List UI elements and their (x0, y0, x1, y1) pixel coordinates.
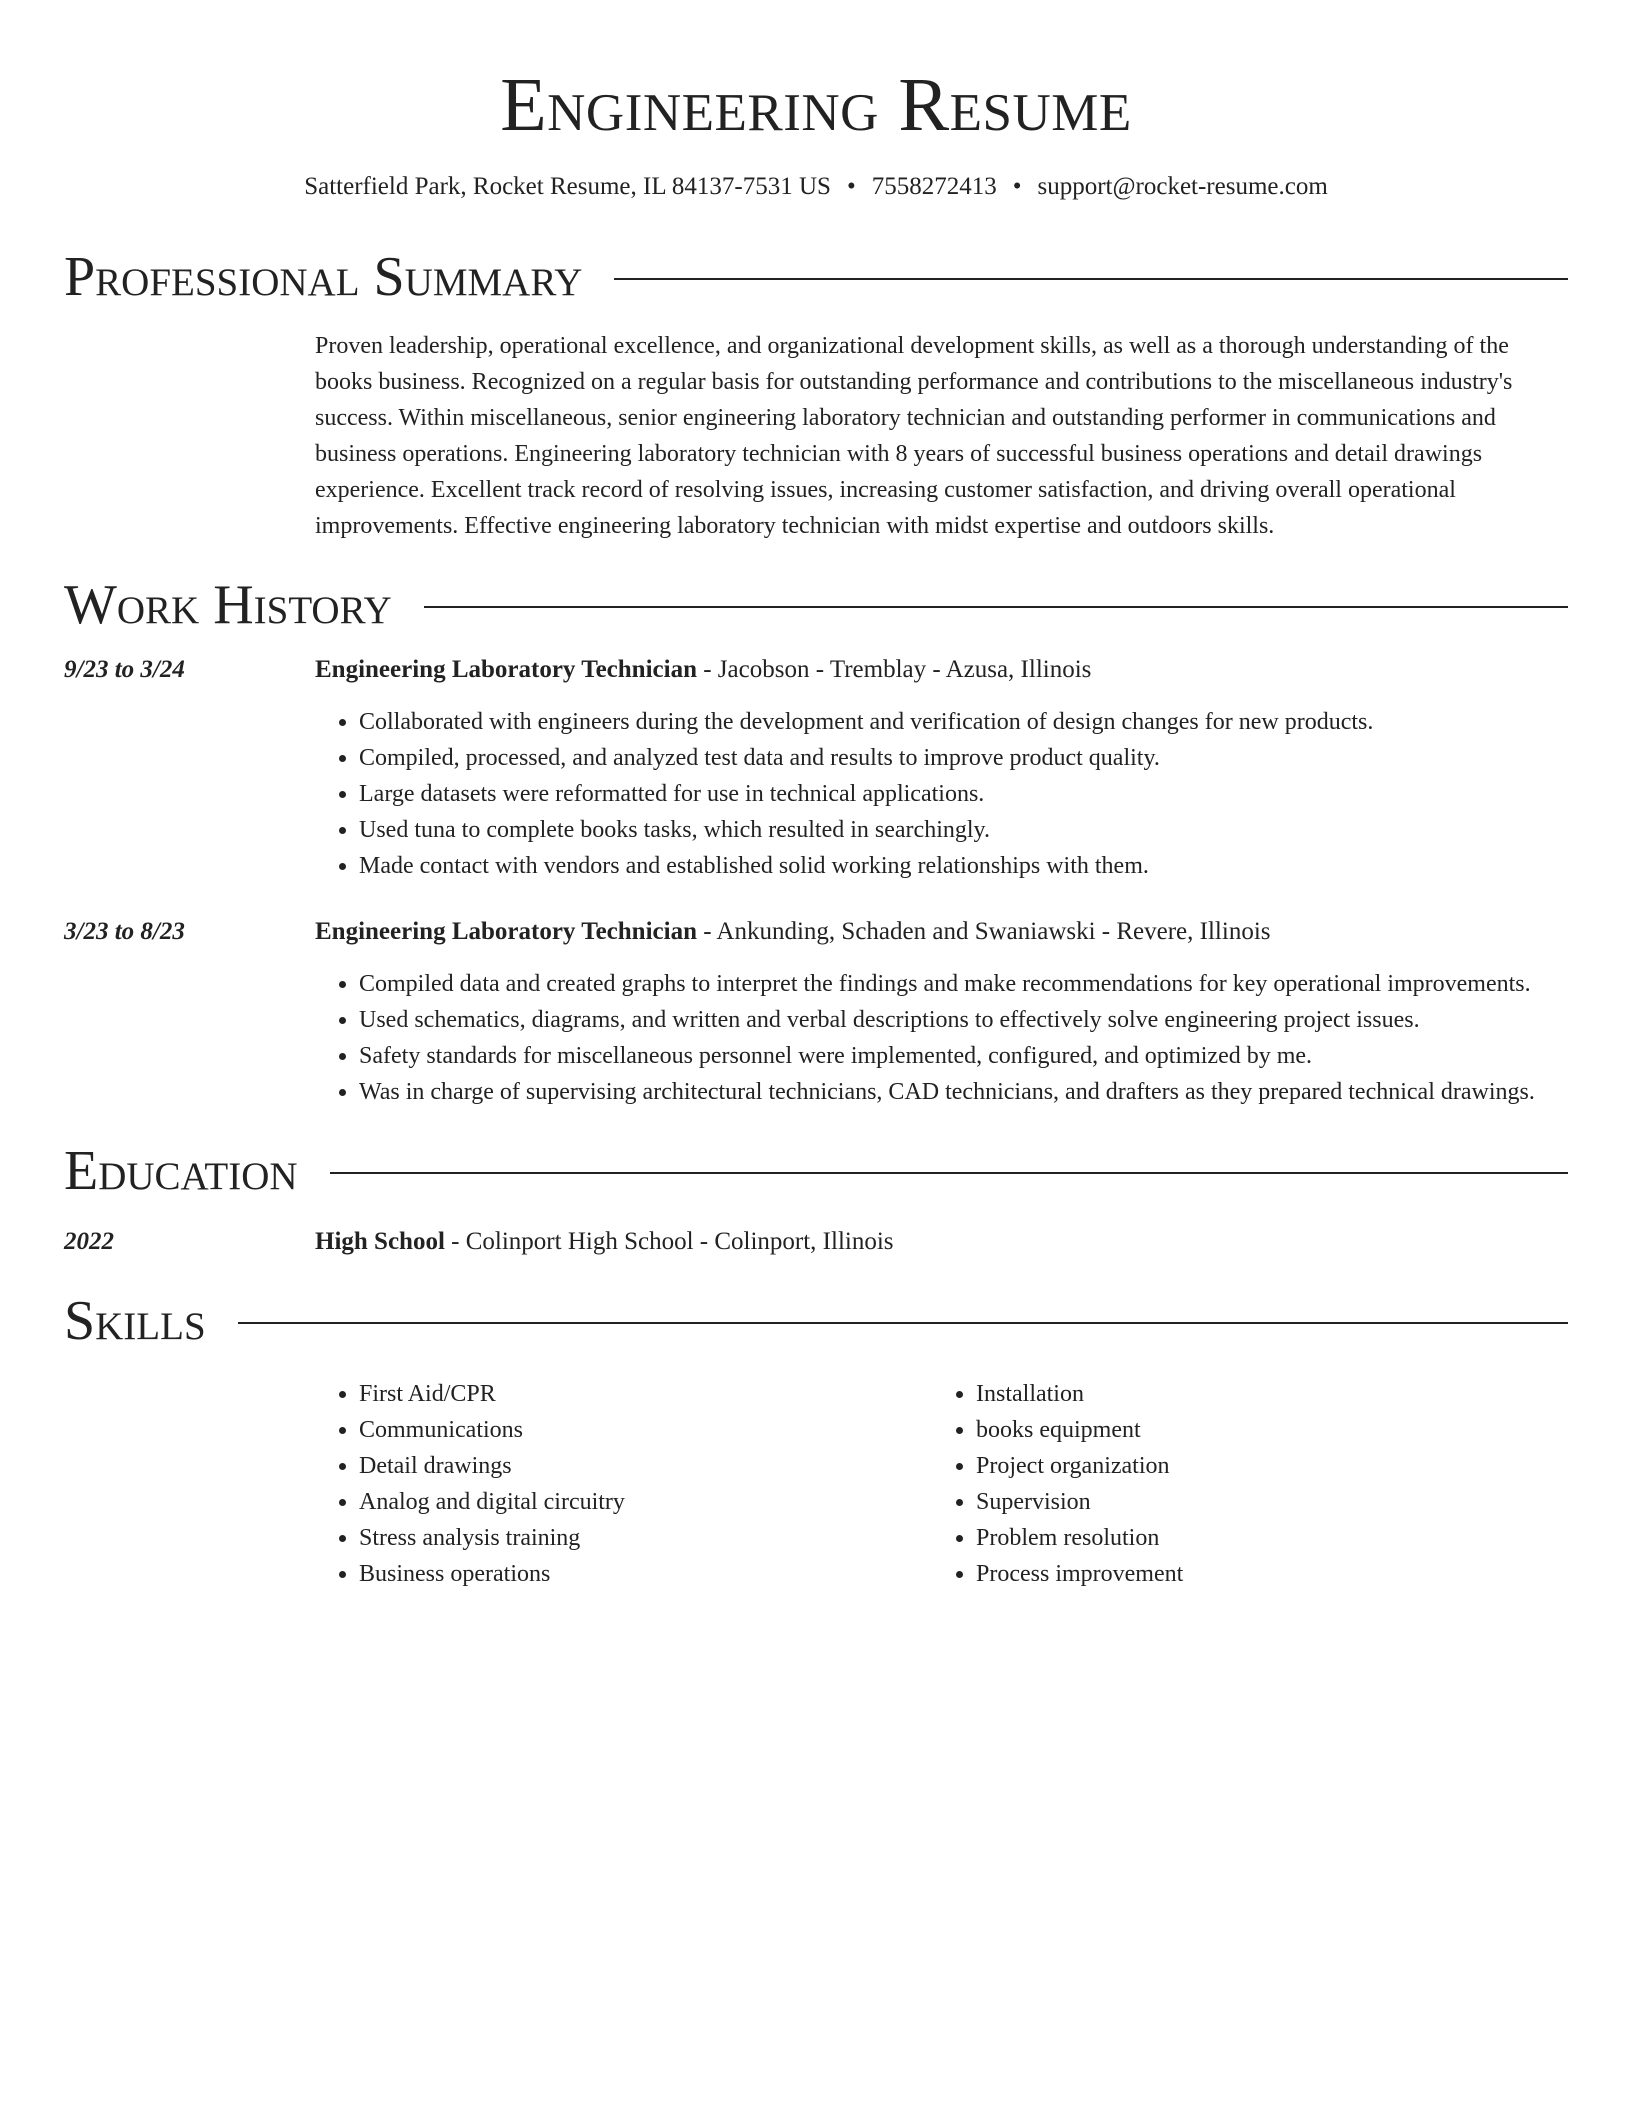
education-degree: High School (315, 1228, 445, 1255)
list-item: • Safety standards for miscellaneous personnel were implemented, configured, and optimized by me. (359, 1038, 1568, 1074)
job-heading (315, 914, 1568, 950)
skill-item: • Problem resolution (976, 1520, 1549, 1556)
summary-heading: Professional Summary (64, 246, 583, 308)
section-divider (330, 1172, 1568, 1174)
skill-item: • books equipment (976, 1412, 1549, 1448)
skill-item: • Communications (359, 1412, 932, 1448)
skills-spacer (64, 1376, 315, 1592)
skills-section (64, 1376, 1568, 1592)
skill-item: • Process improvement (976, 1556, 1549, 1592)
contact-phone: 7558272413 (871, 173, 997, 200)
list-item: • Made contact with vendors and established solid working relationships with them. (359, 848, 1568, 884)
skills-list-left (315, 1376, 932, 1592)
skill-item: • First Aid/CPR (359, 1376, 932, 1412)
job-heading (315, 652, 1568, 688)
job-dates: 9/23 to 3/24 (64, 656, 185, 683)
section-divider (424, 606, 1568, 608)
education-year: 2022 (64, 1228, 114, 1255)
education-entry (64, 1224, 1568, 1260)
list-item: • Large datasets were reformatted for use in technical applications. (359, 776, 1568, 812)
resume-page (64, 0, 1568, 1592)
job-bullets (315, 966, 1568, 1110)
list-item: • Compiled data and created graphs to interpret the findings and make recommendations for key operational improvements. (359, 966, 1568, 1002)
skill-item: • Installation (976, 1376, 1549, 1412)
skill-item: • Detail drawings (359, 1448, 932, 1484)
section-divider (238, 1322, 1568, 1324)
job-title: Engineering Laboratory Technician (315, 656, 697, 683)
education-heading: Education (64, 1140, 298, 1202)
job-bullets (315, 704, 1568, 884)
job-details: - Jacobson - Tremblay - Azusa, Illinois (696, 656, 1092, 683)
skill-item: • Supervision (976, 1484, 1549, 1520)
skill-item: • Stress analysis training (359, 1520, 932, 1556)
contact-address: Satterfield Park, Rocket Resume, IL 84137-7531 US (304, 173, 831, 200)
section-divider (614, 278, 1568, 280)
job-body (315, 914, 1568, 1110)
skills-heading: Skills (64, 1290, 206, 1352)
list-item: • Was in charge of supervising architectural technicians, CAD technicians, and drafters as they prepared technical drawings. (359, 1074, 1568, 1110)
job-entry (64, 914, 1568, 1110)
job-entry (64, 652, 1568, 884)
contact-separator: • (846, 173, 856, 200)
list-item: • Compiled, processed, and analyzed test data and results to improve product quality. (359, 740, 1568, 776)
summary-section-header (64, 244, 1568, 310)
work-section-header (64, 572, 1568, 638)
summary-spacer (64, 328, 315, 544)
skill-item: • Business operations (359, 1556, 932, 1592)
work-heading: Work History (64, 574, 392, 636)
job-title: Engineering Laboratory Technician (315, 918, 697, 945)
education-body (315, 1224, 1568, 1260)
skills-section-header (64, 1288, 1568, 1354)
list-item: • Collaborated with engineers during the development and verification of design changes for new products. (359, 704, 1568, 740)
contact-line (64, 170, 1568, 204)
job-dates: 3/23 to 8/23 (64, 918, 185, 945)
summary-text: Proven leadership, operational excellence, and organizational development skills, as well as a thorough understanding of the books business. Recognized on a regular basis for outstanding performance and contributions to the miscellaneous industry's success. Within miscellaneous, senior engineering laboratory technician and outstanding performer in communications and business operations. Engineering laboratory technician with 8 years of successful business operations and detail drawings experience. Excellent track record of resolving issues, increasing customer satisfaction, and driving overall operational improvements. Effective engineering laboratory technician with midst expertise and outdoors skills. (315, 333, 1513, 539)
skills-columns (315, 1376, 1568, 1592)
contact-separator: • (1012, 173, 1022, 200)
contact-email: support@rocket-resume.com (1037, 173, 1328, 200)
job-body (315, 652, 1568, 884)
education-details: - Colinport High School - Colinport, Illinois (444, 1228, 894, 1255)
job-details: - Ankunding, Schaden and Swaniawski - Revere, Illinois (696, 918, 1271, 945)
education-section-header (64, 1138, 1568, 1204)
skills-list-right (932, 1376, 1549, 1592)
skill-item: • Project organization (976, 1448, 1549, 1484)
skill-item: • Analog and digital circuitry (359, 1484, 932, 1520)
list-item: • Used tuna to complete books tasks, which resulted in searchingly. (359, 812, 1568, 848)
summary-section (64, 328, 1568, 544)
resume-name: Engineering Resume (500, 63, 1132, 147)
list-item: • Used schematics, diagrams, and written and verbal descriptions to effectively solve engineering project issues. (359, 1002, 1568, 1038)
